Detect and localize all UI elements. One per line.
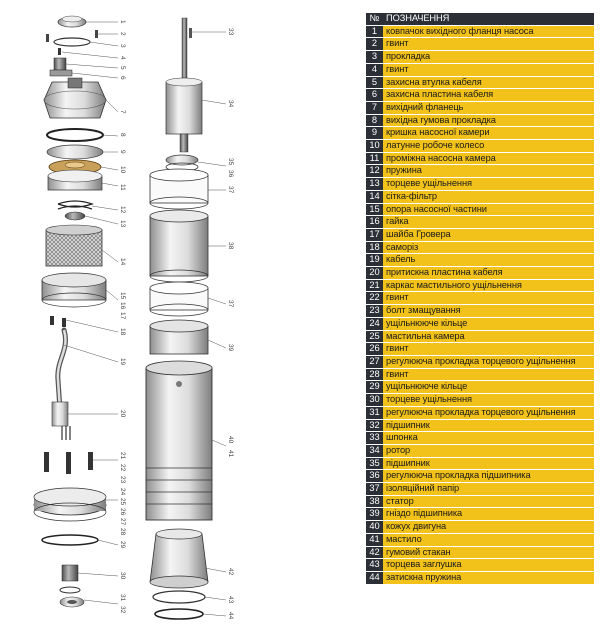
legend-row-number: 19 [366, 254, 383, 266]
legend-row [366, 254, 594, 266]
part-cable-bushing [54, 58, 66, 70]
legend-row-name: кожух двигуна [383, 521, 594, 533]
callout-label: 16 [119, 302, 126, 310]
legend-row-number: 39 [366, 508, 383, 520]
callout-label: 27 [119, 518, 126, 526]
legend-row [366, 420, 594, 432]
callout-label: 20 [119, 410, 126, 418]
legend-row-number: 1 [366, 26, 383, 38]
legend-row [366, 432, 594, 444]
pump-section-parts [34, 16, 106, 607]
legend-row-name: регулююча прокладка торцевого ущільнення [383, 407, 594, 419]
legend-row-number: 8 [366, 115, 383, 127]
legend-row [366, 305, 594, 317]
legend-body [366, 26, 594, 584]
legend-row-name: ковпачок вихідного фланця насоса [383, 26, 594, 38]
callout-label: 12 [119, 206, 126, 214]
legend-row-name: мастильна камера [383, 331, 594, 343]
callout-label: 29 [119, 541, 126, 549]
part-screw [46, 34, 49, 42]
legend-header-num: № [366, 13, 383, 25]
legend-row [366, 381, 594, 393]
legend-row-number: 10 [366, 140, 383, 152]
legend-row-number: 9 [366, 127, 383, 139]
callout-label: 44 [227, 612, 234, 620]
legend-row [366, 216, 594, 228]
legend-row-number: 11 [366, 153, 383, 165]
legend-row [366, 165, 594, 177]
legend-row-name: мастило [383, 534, 594, 546]
legend-row-name: регулююча прокладка торцевого ущільнення [383, 356, 594, 368]
part-mesh-filter [46, 230, 102, 266]
callout-label: 39 [227, 344, 234, 352]
legend-row-name: латунне робоче колесо [383, 140, 594, 152]
legend-row-number: 6 [366, 89, 383, 101]
legend-row-number: 14 [366, 191, 383, 203]
legend-row-number: 42 [366, 547, 383, 559]
legend-row-number: 41 [366, 534, 383, 546]
legend-row [366, 521, 594, 533]
legend-row-name: вихідний фланець [383, 102, 594, 114]
part-key [189, 28, 192, 38]
callout-label: 18 [119, 328, 126, 336]
legend-row [366, 26, 594, 38]
legend-row [366, 394, 594, 406]
legend-row-number: 35 [366, 458, 383, 470]
legend-row-number: 26 [366, 343, 383, 355]
callout-label: 32 [119, 606, 126, 614]
legend-row [366, 572, 594, 584]
legend-row-number: 7 [366, 102, 383, 114]
callout-label: 1 [119, 20, 126, 24]
legend-row [366, 407, 594, 419]
callout-label: 35 [227, 158, 234, 166]
part-shim [60, 587, 80, 593]
part-chamber-cover [47, 145, 103, 159]
legend-row [366, 242, 594, 254]
legend-row-name: гвинт [383, 343, 594, 355]
legend-row [366, 204, 594, 216]
legend-row-name: каркас мастильного ущільнення [383, 280, 594, 292]
callout-label: 41 [227, 450, 234, 458]
legend-row-name: сітка-фільтр [383, 191, 594, 203]
legend-row-number: 17 [366, 229, 383, 241]
legend-row [366, 51, 594, 63]
legend-row [366, 267, 594, 279]
callout-label: 7 [119, 110, 126, 114]
legend-row-name: регулююча прокладка підшипника [383, 470, 594, 482]
legend-row-number: 31 [366, 407, 383, 419]
part-self-tapping-screw [62, 318, 66, 327]
legend-row [366, 369, 594, 381]
legend-row [366, 458, 594, 470]
legend-row [366, 229, 594, 241]
legend-row [366, 445, 594, 457]
part-cable-clamp [52, 402, 68, 426]
callout-label: 14 [119, 258, 126, 266]
legend-row [366, 470, 594, 482]
legend-row-number: 33 [366, 432, 383, 444]
legend-row-number: 20 [366, 267, 383, 279]
legend-row-name: ротор [383, 445, 594, 457]
legend-row-name: підшипник [383, 420, 594, 432]
part-shaft-seal [62, 565, 78, 581]
legend-row [366, 547, 594, 559]
legend-row-number: 15 [366, 204, 383, 216]
part-bolt [66, 452, 71, 474]
part-cable-plate [50, 70, 72, 76]
callout-label: 19 [119, 358, 126, 366]
legend-row [366, 38, 594, 50]
legend-row [366, 102, 594, 114]
legend-row-name: захисна втулка кабеля [383, 77, 594, 89]
legend-row-name: гвинт [383, 64, 594, 76]
callout-label: 37 [227, 186, 234, 194]
legend-row-name: статор [383, 496, 594, 508]
legend-row-name: захисна пластина кабеля [383, 89, 594, 101]
legend-row-name: ущільнююче кільце [383, 381, 594, 393]
legend-row [366, 89, 594, 101]
legend-row-name: гвинт [383, 369, 594, 381]
legend-row-name: торцеве ущільнення [383, 178, 594, 190]
legend-row-number: 37 [366, 483, 383, 495]
legend-row [366, 292, 594, 304]
part-clamp-spring [155, 609, 203, 619]
callout-label: 11 [119, 184, 126, 191]
part-rotor-shaft [182, 18, 187, 78]
legend-row [366, 77, 594, 89]
legend-row-number: 44 [366, 572, 383, 584]
legend-row-number: 24 [366, 318, 383, 330]
legend-row-name: торцева заглушка [383, 559, 594, 571]
part-self-tapping-screw [50, 316, 54, 325]
legend-row [366, 496, 594, 508]
legend-row-name: прокладка [383, 51, 594, 63]
legend-row-name: гніздо підшипника [383, 508, 594, 520]
callout-label: 31 [119, 594, 126, 602]
legend-row-name: шайба Гровера [383, 229, 594, 241]
part-bolt [88, 452, 93, 470]
legend-row-name: шпонка [383, 432, 594, 444]
callout-label: 9 [119, 150, 126, 154]
part-motor-casing [146, 368, 212, 520]
legend-row [366, 191, 594, 203]
legend-row-number: 30 [366, 394, 383, 406]
callout-label: 6 [119, 76, 126, 80]
part-stator [150, 216, 208, 276]
legend-row-number: 40 [366, 521, 383, 533]
part-flange-cap-top [62, 16, 82, 22]
legend-row-name: ущільнююче кільце [383, 318, 594, 330]
part-rubber-gasket [47, 129, 103, 141]
legend-row [366, 331, 594, 343]
part-screw [58, 48, 61, 55]
legend-row-number: 16 [366, 216, 383, 228]
callout-label: 4 [119, 56, 126, 60]
callout-label: 34 [227, 100, 234, 108]
part-o-ring [42, 535, 98, 545]
part-spring [58, 201, 92, 209]
callout-label: 24 [119, 488, 126, 496]
legend-row-number: 29 [366, 381, 383, 393]
legend-row-name: опора насосної частини [383, 204, 594, 216]
legend-row-name: проміжна насосна камера [383, 153, 594, 165]
legend-row [366, 356, 594, 368]
legend-row-number: 43 [366, 559, 383, 571]
callout-label: 5 [119, 66, 126, 70]
callout-label: 30 [119, 572, 126, 580]
part-bolt [44, 452, 49, 472]
legend-row-name: ізоляційний папір [383, 483, 594, 495]
legend-row-number: 27 [366, 356, 383, 368]
callout-label: 8 [119, 133, 126, 137]
legend-row [366, 483, 594, 495]
legend-row-number: 32 [366, 420, 383, 432]
legend-row-name: підшипник [383, 458, 594, 470]
legend-row-number: 13 [366, 178, 383, 190]
legend-row-number: 3 [366, 51, 383, 63]
callout-label: 42 [227, 568, 234, 576]
legend-row-number: 5 [366, 77, 383, 89]
callout-label: 38 [227, 242, 234, 250]
legend-row [366, 318, 594, 330]
part-rubber-cup [150, 534, 208, 582]
legend-row-name: гумовий стакан [383, 547, 594, 559]
legend-row [366, 127, 594, 139]
callout-label: 10 [119, 166, 126, 174]
legend-row [366, 559, 594, 571]
callout-label: 15 [119, 292, 126, 300]
part-bearing-upper [166, 155, 198, 165]
part-screw [95, 30, 98, 38]
callout-label: 21 [119, 452, 126, 460]
callout-label: 33 [227, 28, 234, 36]
callout-label: 17 [119, 312, 126, 320]
legend-row-number: 4 [366, 64, 383, 76]
callout-label: 23 [119, 476, 126, 484]
part-gasket [54, 38, 90, 46]
legend-row-number: 28 [366, 369, 383, 381]
callout-label: 2 [119, 32, 126, 36]
legend-row-number: 38 [366, 496, 383, 508]
callout-label: 22 [119, 464, 126, 472]
legend-row [366, 153, 594, 165]
callout-label: 43 [227, 596, 234, 604]
legend-row-number: 12 [366, 165, 383, 177]
motor-section-parts [146, 18, 212, 619]
legend-row [366, 534, 594, 546]
parts-legend-table [366, 12, 594, 585]
callout-label: 13 [119, 220, 126, 228]
legend-row-name: болт змащування [383, 305, 594, 317]
part-seal [65, 212, 85, 220]
legend-row-name: гайка [383, 216, 594, 228]
legend-row [366, 140, 594, 152]
legend-row-name: саморіз [383, 242, 594, 254]
legend-row-name: гвинт [383, 38, 594, 50]
part-rotor [166, 82, 202, 134]
legend-row-number: 34 [366, 445, 383, 457]
legend-row [366, 508, 594, 520]
legend-header-name: ПОЗНАЧЕННЯ [383, 13, 594, 25]
legend-row-name: затискна пружина [383, 572, 594, 584]
callout-label: 28 [119, 528, 126, 536]
legend-row-name: кришка насосної камери [383, 127, 594, 139]
legend-row-number: 22 [366, 292, 383, 304]
callout-label: 25 [119, 498, 126, 506]
legend-row [366, 280, 594, 292]
legend-row-number: 36 [366, 470, 383, 482]
legend-row [366, 64, 594, 76]
callout-label: 26 [119, 508, 126, 516]
part-end-cap [153, 591, 205, 603]
callout-label: 37 [227, 300, 234, 308]
legend-row-name: вихідна гумова прокладка [383, 115, 594, 127]
legend-row [366, 178, 594, 190]
legend-row-number: 25 [366, 331, 383, 343]
legend-row [366, 115, 594, 127]
legend-row-name: гвинт [383, 292, 594, 304]
legend-row-name: пружина [383, 165, 594, 177]
legend-row-name: торцеве ущільнення [383, 394, 594, 406]
legend-row-name: кабель [383, 254, 594, 266]
legend-row-number: 23 [366, 305, 383, 317]
callout-label: 3 [119, 44, 126, 48]
legend-row-number: 2 [366, 38, 383, 50]
legend-row [366, 343, 594, 355]
callout-label: 36 [227, 170, 234, 178]
legend-row-number: 21 [366, 280, 383, 292]
legend-row-name: притискна пластина кабеля [383, 267, 594, 279]
callout-label: 40 [227, 436, 234, 444]
legend-header-row [366, 13, 594, 25]
legend-row-number: 18 [366, 242, 383, 254]
